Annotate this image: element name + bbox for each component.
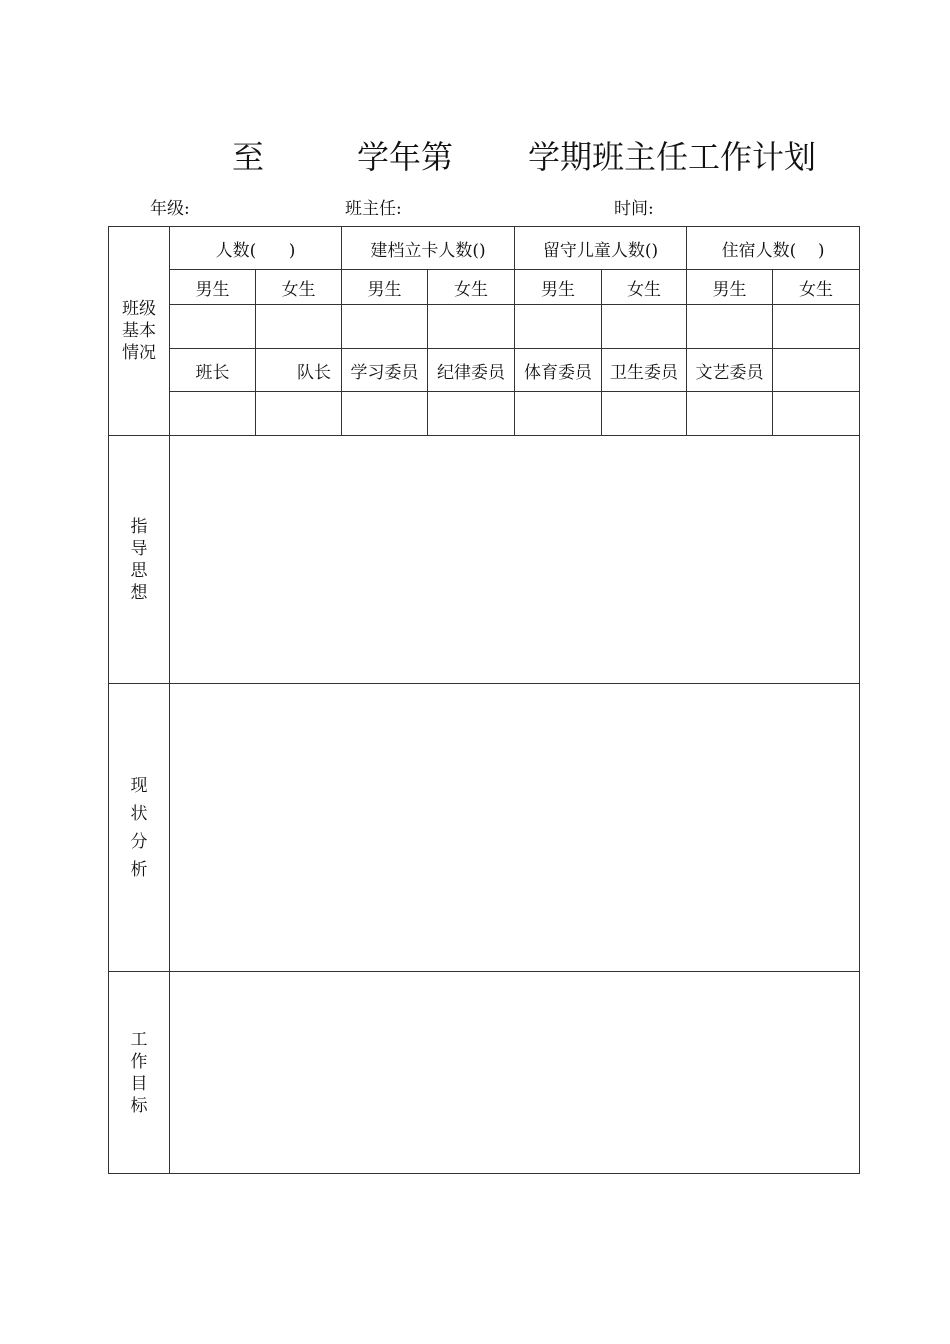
- grade-label: 年级:: [150, 199, 190, 219]
- officer-input-cell[interactable]: [170, 392, 256, 436]
- header-boarding-count: 住宿人数( ): [687, 227, 860, 270]
- title-part-academic-year: 学年第: [357, 138, 454, 176]
- officer-header-discipline: 纪律委员: [428, 349, 515, 392]
- count-input-cell[interactable]: [515, 305, 602, 349]
- header-registered-poor-count: 建档立卡人数(): [342, 227, 515, 270]
- count-input-cell[interactable]: [773, 305, 860, 349]
- officer-header-study: 学习委员: [342, 349, 428, 392]
- guiding-thought-label: 指 导 思 想: [109, 436, 170, 684]
- status-analysis-label: 现 状 分 析: [109, 684, 170, 972]
- officer-input-cell[interactable]: [342, 392, 428, 436]
- officer-input-cell[interactable]: [602, 392, 687, 436]
- gender-header-male: 男生: [342, 270, 428, 305]
- count-input-cell[interactable]: [256, 305, 342, 349]
- officer-input-cell[interactable]: [687, 392, 773, 436]
- officer-input-cell[interactable]: [515, 392, 602, 436]
- plan-form-table: [108, 226, 860, 1174]
- gender-header-female: 女生: [773, 270, 860, 305]
- page-title: [0, 132, 950, 176]
- header-total-count: 人数( ): [170, 227, 342, 270]
- count-input-cell[interactable]: [687, 305, 773, 349]
- officer-header-hygiene: 卫生委员: [602, 349, 687, 392]
- officer-header-sports: 体育委员: [515, 349, 602, 392]
- count-input-cell[interactable]: [428, 305, 515, 349]
- gender-header-female: 女生: [256, 270, 342, 305]
- gender-header-male: 男生: [515, 270, 602, 305]
- header-left-behind-count: 留守儿童人数(): [515, 227, 687, 270]
- basic-info-label: 班级 基本 情况: [109, 227, 170, 436]
- head-teacher-label: 班主任:: [345, 199, 402, 219]
- officer-header-monitor: 班长: [170, 349, 256, 392]
- gender-header-female: 女生: [602, 270, 687, 305]
- status-analysis-field[interactable]: [170, 684, 860, 972]
- gender-header-male: 男生: [170, 270, 256, 305]
- work-goals-label: 工 作 目 标: [109, 972, 170, 1174]
- officer-header-captain: 队长: [256, 349, 342, 392]
- work-goals-field[interactable]: [170, 972, 860, 1174]
- title-part-semester-plan: 学期班主任工作计划: [528, 138, 817, 176]
- gender-header-male: 男生: [687, 270, 773, 305]
- title-part-to: 至: [232, 138, 265, 176]
- time-label: 时间:: [614, 199, 654, 219]
- officer-input-cell[interactable]: [773, 392, 860, 436]
- guiding-thought-field[interactable]: [170, 436, 860, 684]
- officer-input-cell[interactable]: [256, 392, 342, 436]
- gender-header-female: 女生: [428, 270, 515, 305]
- officer-input-cell[interactable]: [428, 392, 515, 436]
- officer-header-empty: [773, 349, 860, 392]
- count-input-cell[interactable]: [602, 305, 687, 349]
- count-input-cell[interactable]: [170, 305, 256, 349]
- officer-header-arts: 文艺委员: [687, 349, 773, 392]
- count-input-cell[interactable]: [342, 305, 428, 349]
- header-fields: [0, 194, 950, 218]
